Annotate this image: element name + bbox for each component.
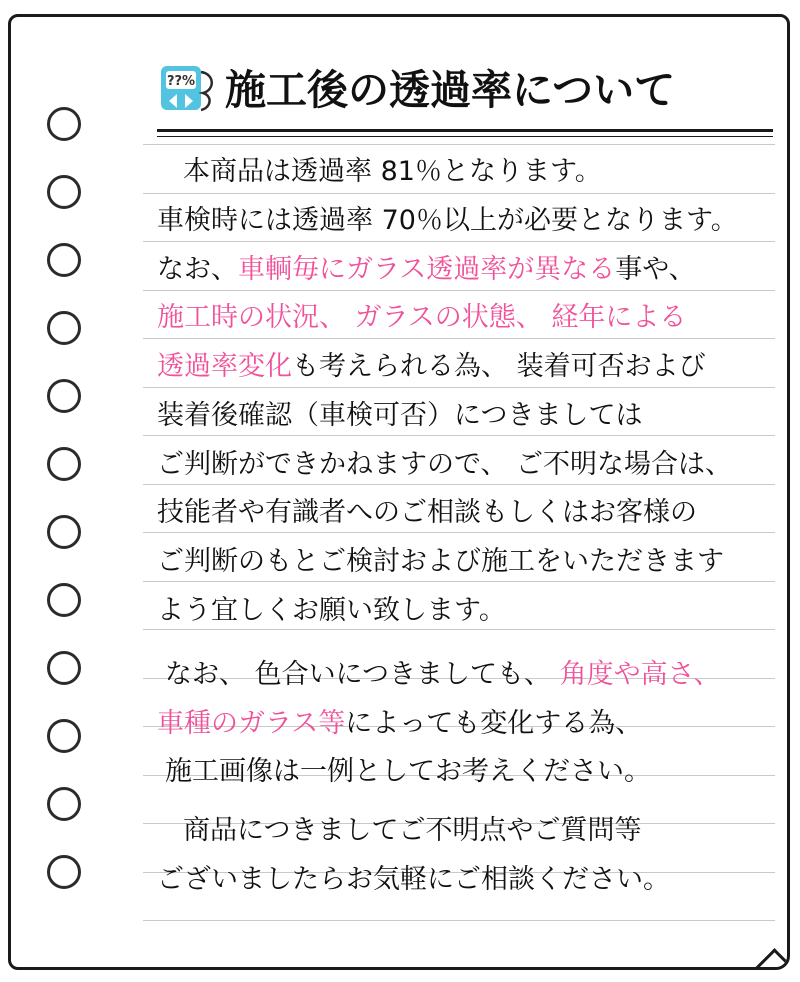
title-underline-thin: [157, 136, 773, 137]
text-line: [143, 816, 777, 846]
highlight-text: 車輌毎にガラス透過率が異なる: [238, 254, 616, 285]
text-line: [143, 757, 777, 787]
body-text: ございましたらお気軽にご相談ください。: [157, 864, 670, 895]
binder-hole: [47, 855, 81, 889]
body-text: 車検時には透過率 70％以上が必要となります。: [157, 205, 738, 236]
text-line: [143, 596, 777, 626]
body-text: なお、: [157, 254, 238, 285]
body-text: ご判断のもとご検討および施工をいただきます: [157, 546, 724, 577]
rule-line: [143, 969, 775, 970]
binder-holes: [11, 17, 143, 967]
binder-hole: [47, 515, 81, 549]
text-line: [143, 547, 777, 577]
text-line: [143, 157, 777, 187]
text-line: [143, 709, 777, 739]
window-tint-question-icon: [157, 60, 219, 120]
text-line: [143, 352, 777, 382]
body-text: 技能者や有識者へのご相談もしくはお客様の: [157, 497, 697, 528]
text-line: [143, 498, 777, 528]
body-text: 事や、: [615, 254, 696, 285]
highlight-text: 施工時の状況、 ガラスの状態、 経年による: [157, 302, 687, 333]
body-text: なお、 色合いにつきましても、: [165, 659, 560, 690]
title-row: [157, 57, 777, 123]
body-text: よう宜しくお願い致します。: [157, 595, 506, 626]
svg-text:??%: ??%: [166, 74, 196, 89]
text-line: [143, 255, 777, 285]
highlight-text: 透過率変化: [157, 351, 292, 382]
text-line: [143, 303, 777, 333]
note-paper-sheet: [8, 14, 790, 970]
text-line: [143, 865, 777, 895]
binder-hole: [47, 447, 81, 481]
binder-hole: [47, 379, 81, 413]
binder-hole: [47, 311, 81, 345]
binder-hole: [47, 243, 81, 277]
binder-hole: [47, 651, 81, 685]
binder-hole: [47, 107, 81, 141]
text-line: [143, 450, 777, 480]
body-text: 施工画像は一例としてお考えください。: [165, 756, 651, 787]
binder-hole: [47, 787, 81, 821]
body-text: ご判断ができかねますので、 ご不明な場合は、: [157, 449, 733, 480]
title-underline-thick: [157, 129, 773, 132]
text-line: [143, 401, 777, 431]
page-title: 施工後の透過率について: [225, 65, 676, 114]
binder-hole: [47, 175, 81, 209]
highlight-text: 車種のガラス等: [157, 708, 346, 739]
binder-hole: [47, 719, 81, 753]
body-text: 商品につきましてご不明点やご質問等: [183, 815, 642, 846]
note-content: [143, 17, 777, 967]
body-text: も考えられる為、 装着可否および: [292, 351, 706, 382]
body-text: 装着後確認（車検可否）につきましては: [157, 400, 643, 431]
text-line: [143, 206, 777, 236]
body-text: 本商品は透過率 81％となります。: [183, 156, 602, 187]
body-text: によっても変化する為、: [345, 708, 643, 739]
binder-hole: [47, 583, 81, 617]
text-line: [143, 660, 777, 690]
highlight-text: 角度や高さ、: [559, 659, 721, 690]
